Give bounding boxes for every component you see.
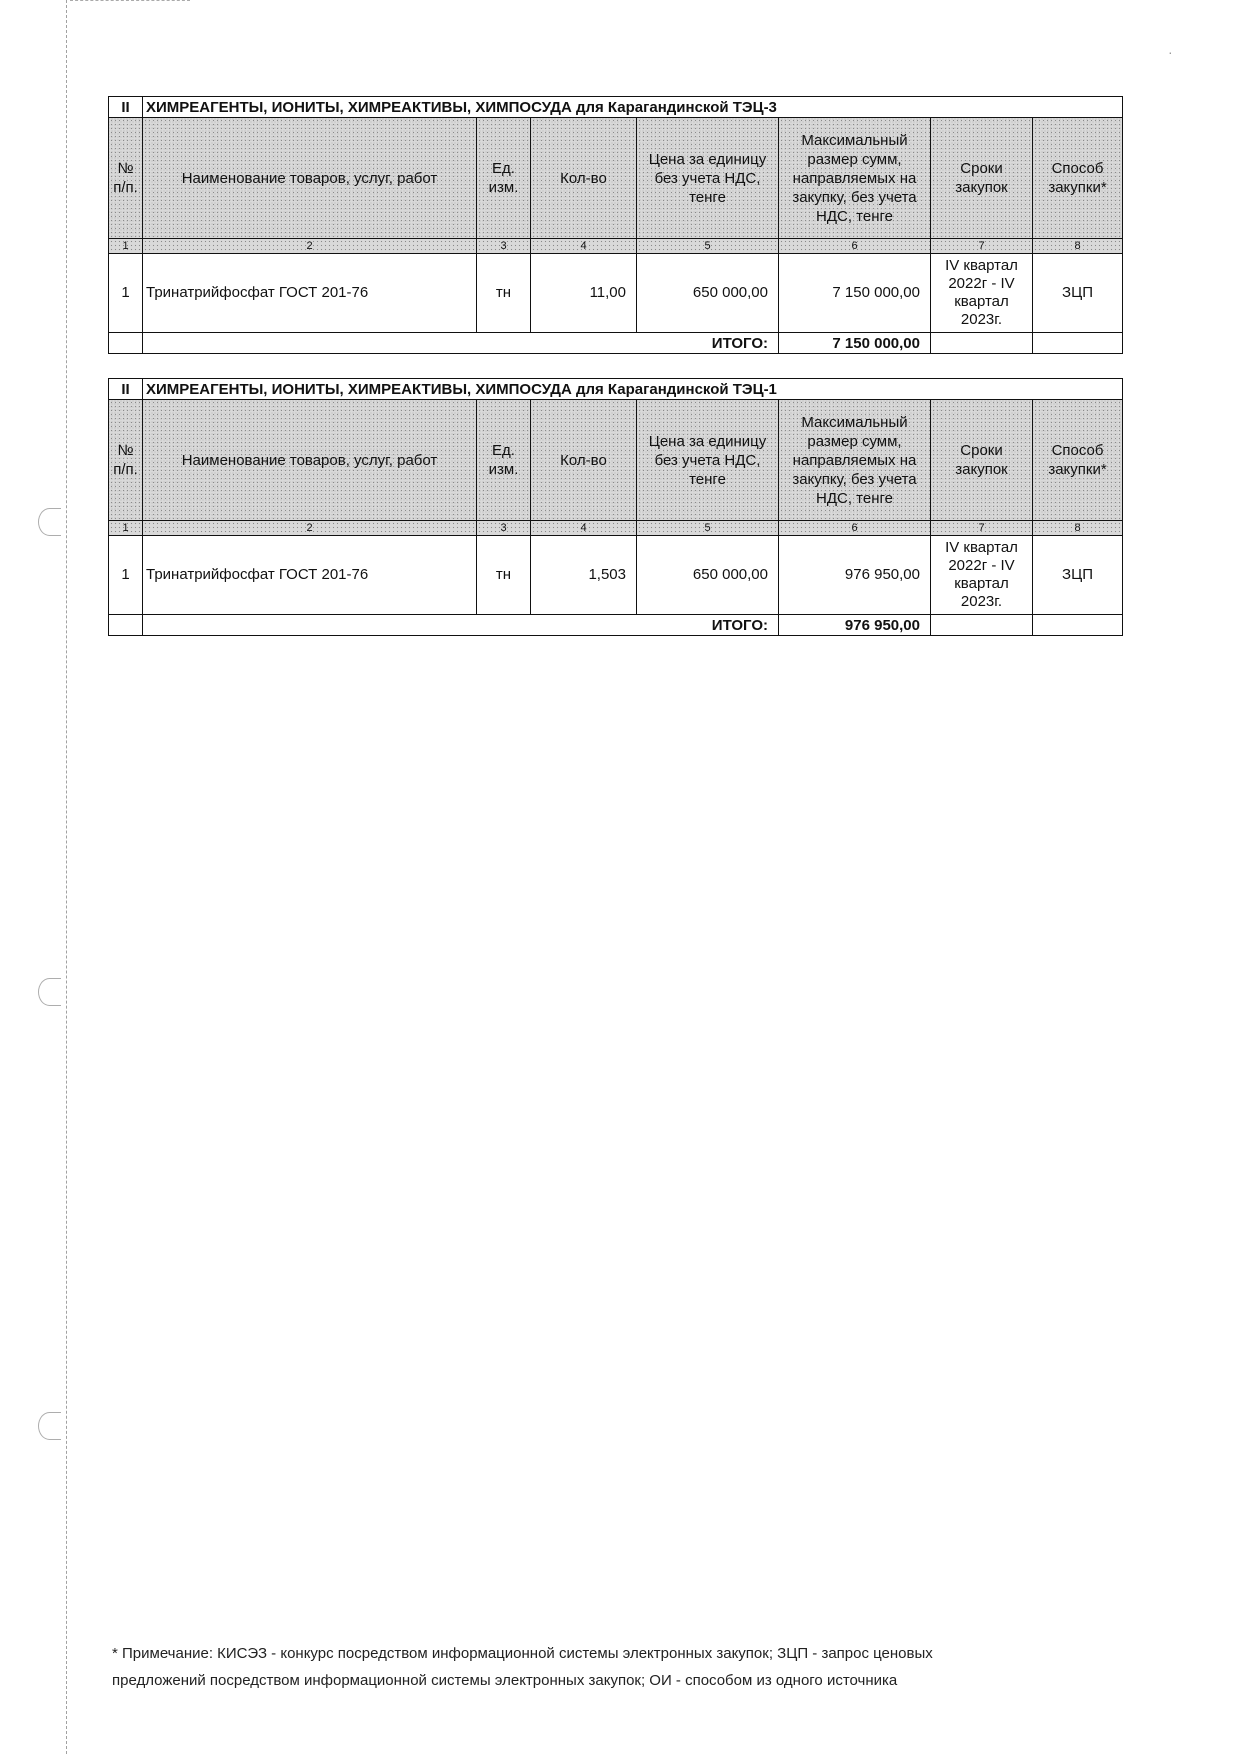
- total-row: [109, 333, 1123, 354]
- total-empty-cell: [931, 615, 1033, 636]
- column-number: 2: [143, 521, 477, 536]
- header-unit: Ед. изм.: [477, 118, 531, 239]
- column-number: 3: [477, 239, 531, 254]
- column-number: 1: [109, 239, 143, 254]
- footnote: [112, 1640, 1112, 1694]
- column-number: 1: [109, 521, 143, 536]
- header-unit: Ед. изм.: [477, 400, 531, 521]
- header-amount: Максимальный размер сумм, направляемых на закупку, без учета НДС, тенге: [779, 400, 931, 521]
- row-unit: тн: [477, 254, 531, 333]
- row-period: IV квартал 2022г - IV квартал 2023г.: [931, 536, 1033, 615]
- header-price: Цена за единицу без учета НДС, тенге: [637, 400, 779, 521]
- table-header-row: [109, 118, 1123, 239]
- row-amount: 976 950,00: [779, 536, 931, 615]
- binder-hole-mark: [38, 978, 61, 1006]
- row-qty: 11,00: [531, 254, 637, 333]
- column-numbers-row: [109, 239, 1123, 254]
- row-price: 650 000,00: [637, 536, 779, 615]
- column-numbers-row: [109, 521, 1123, 536]
- total-label: ИТОГО:: [143, 615, 779, 636]
- total-label: ИТОГО:: [143, 333, 779, 354]
- binder-hole-mark: [38, 508, 61, 536]
- column-number: 8: [1033, 239, 1123, 254]
- row-period: IV квартал 2022г - IV квартал 2023г.: [931, 254, 1033, 333]
- table-title-row: [109, 97, 1123, 118]
- header-method: Способ закупки*: [1033, 400, 1123, 521]
- procurement-table-tec3: [108, 96, 1123, 354]
- scan-left-edge: [66, 0, 67, 1754]
- header-period: Сроки закупок: [931, 118, 1033, 239]
- column-number: 6: [779, 521, 931, 536]
- table-title: ХИМРЕАГЕНТЫ, ИОНИТЫ, ХИМРЕАКТИВЫ, ХИМПОСУДА для Карагандинской ТЭЦ-1: [143, 379, 1123, 400]
- column-number: 4: [531, 239, 637, 254]
- total-empty-cell: [1033, 333, 1123, 354]
- column-number: 2: [143, 239, 477, 254]
- row-num: 1: [109, 536, 143, 615]
- binder-hole-mark: [38, 1412, 61, 1440]
- row-name: Тринатрийфосфат ГОСТ 201-76: [143, 536, 477, 615]
- row-unit: тн: [477, 536, 531, 615]
- header-num: № п/п.: [109, 118, 143, 239]
- row-qty: 1,503: [531, 536, 637, 615]
- total-empty-cell: [109, 333, 143, 354]
- header-name: Наименование товаров, услуг, работ: [143, 400, 477, 521]
- header-num: № п/п.: [109, 400, 143, 521]
- row-num: 1: [109, 254, 143, 333]
- column-number: 8: [1033, 521, 1123, 536]
- procurement-table-tec1: [108, 378, 1123, 636]
- column-number: 4: [531, 521, 637, 536]
- table-row: [109, 536, 1123, 615]
- column-number: 7: [931, 521, 1033, 536]
- table-title: ХИМРЕАГЕНТЫ, ИОНИТЫ, ХИМРЕАКТИВЫ, ХИМПОСУДА для Карагандинской ТЭЦ-3: [143, 97, 1123, 118]
- column-number: 7: [931, 239, 1033, 254]
- table-title-row: [109, 379, 1123, 400]
- scan-top-edge: [70, 0, 190, 1]
- section-number: II: [109, 97, 143, 118]
- total-empty-cell: [931, 333, 1033, 354]
- row-name: Тринатрийфосфат ГОСТ 201-76: [143, 254, 477, 333]
- footnote-line: * Примечание: КИСЭЗ - конкурс посредством информационной системы электронных закупок; ЗЦП - запрос ценовых: [112, 1645, 933, 1662]
- header-qty: Кол-во: [531, 118, 637, 239]
- scan-speck: ·: [1168, 44, 1173, 60]
- row-amount: 7 150 000,00: [779, 254, 931, 333]
- header-price: Цена за единицу без учета НДС, тенге: [637, 118, 779, 239]
- table-row: [109, 254, 1123, 333]
- total-empty-cell: [109, 615, 143, 636]
- row-price: 650 000,00: [637, 254, 779, 333]
- column-number: 6: [779, 239, 931, 254]
- header-name: Наименование товаров, услуг, работ: [143, 118, 477, 239]
- section-number: II: [109, 379, 143, 400]
- total-empty-cell: [1033, 615, 1123, 636]
- table-header-row: [109, 400, 1123, 521]
- header-amount: Максимальный размер сумм, направляемых на закупку, без учета НДС, тенге: [779, 118, 931, 239]
- total-row: [109, 615, 1123, 636]
- row-method: ЗЦП: [1033, 536, 1123, 615]
- column-number: 3: [477, 521, 531, 536]
- row-method: ЗЦП: [1033, 254, 1123, 333]
- header-method: Способ закупки*: [1033, 118, 1123, 239]
- header-period: Сроки закупок: [931, 400, 1033, 521]
- total-value: 976 950,00: [779, 615, 931, 636]
- header-qty: Кол-во: [531, 400, 637, 521]
- column-number: 5: [637, 239, 779, 254]
- total-value: 7 150 000,00: [779, 333, 931, 354]
- footnote-line: предложений посредством информационной системы электронных закупок; ОИ - способом из одного источника: [112, 1672, 898, 1689]
- column-number: 5: [637, 521, 779, 536]
